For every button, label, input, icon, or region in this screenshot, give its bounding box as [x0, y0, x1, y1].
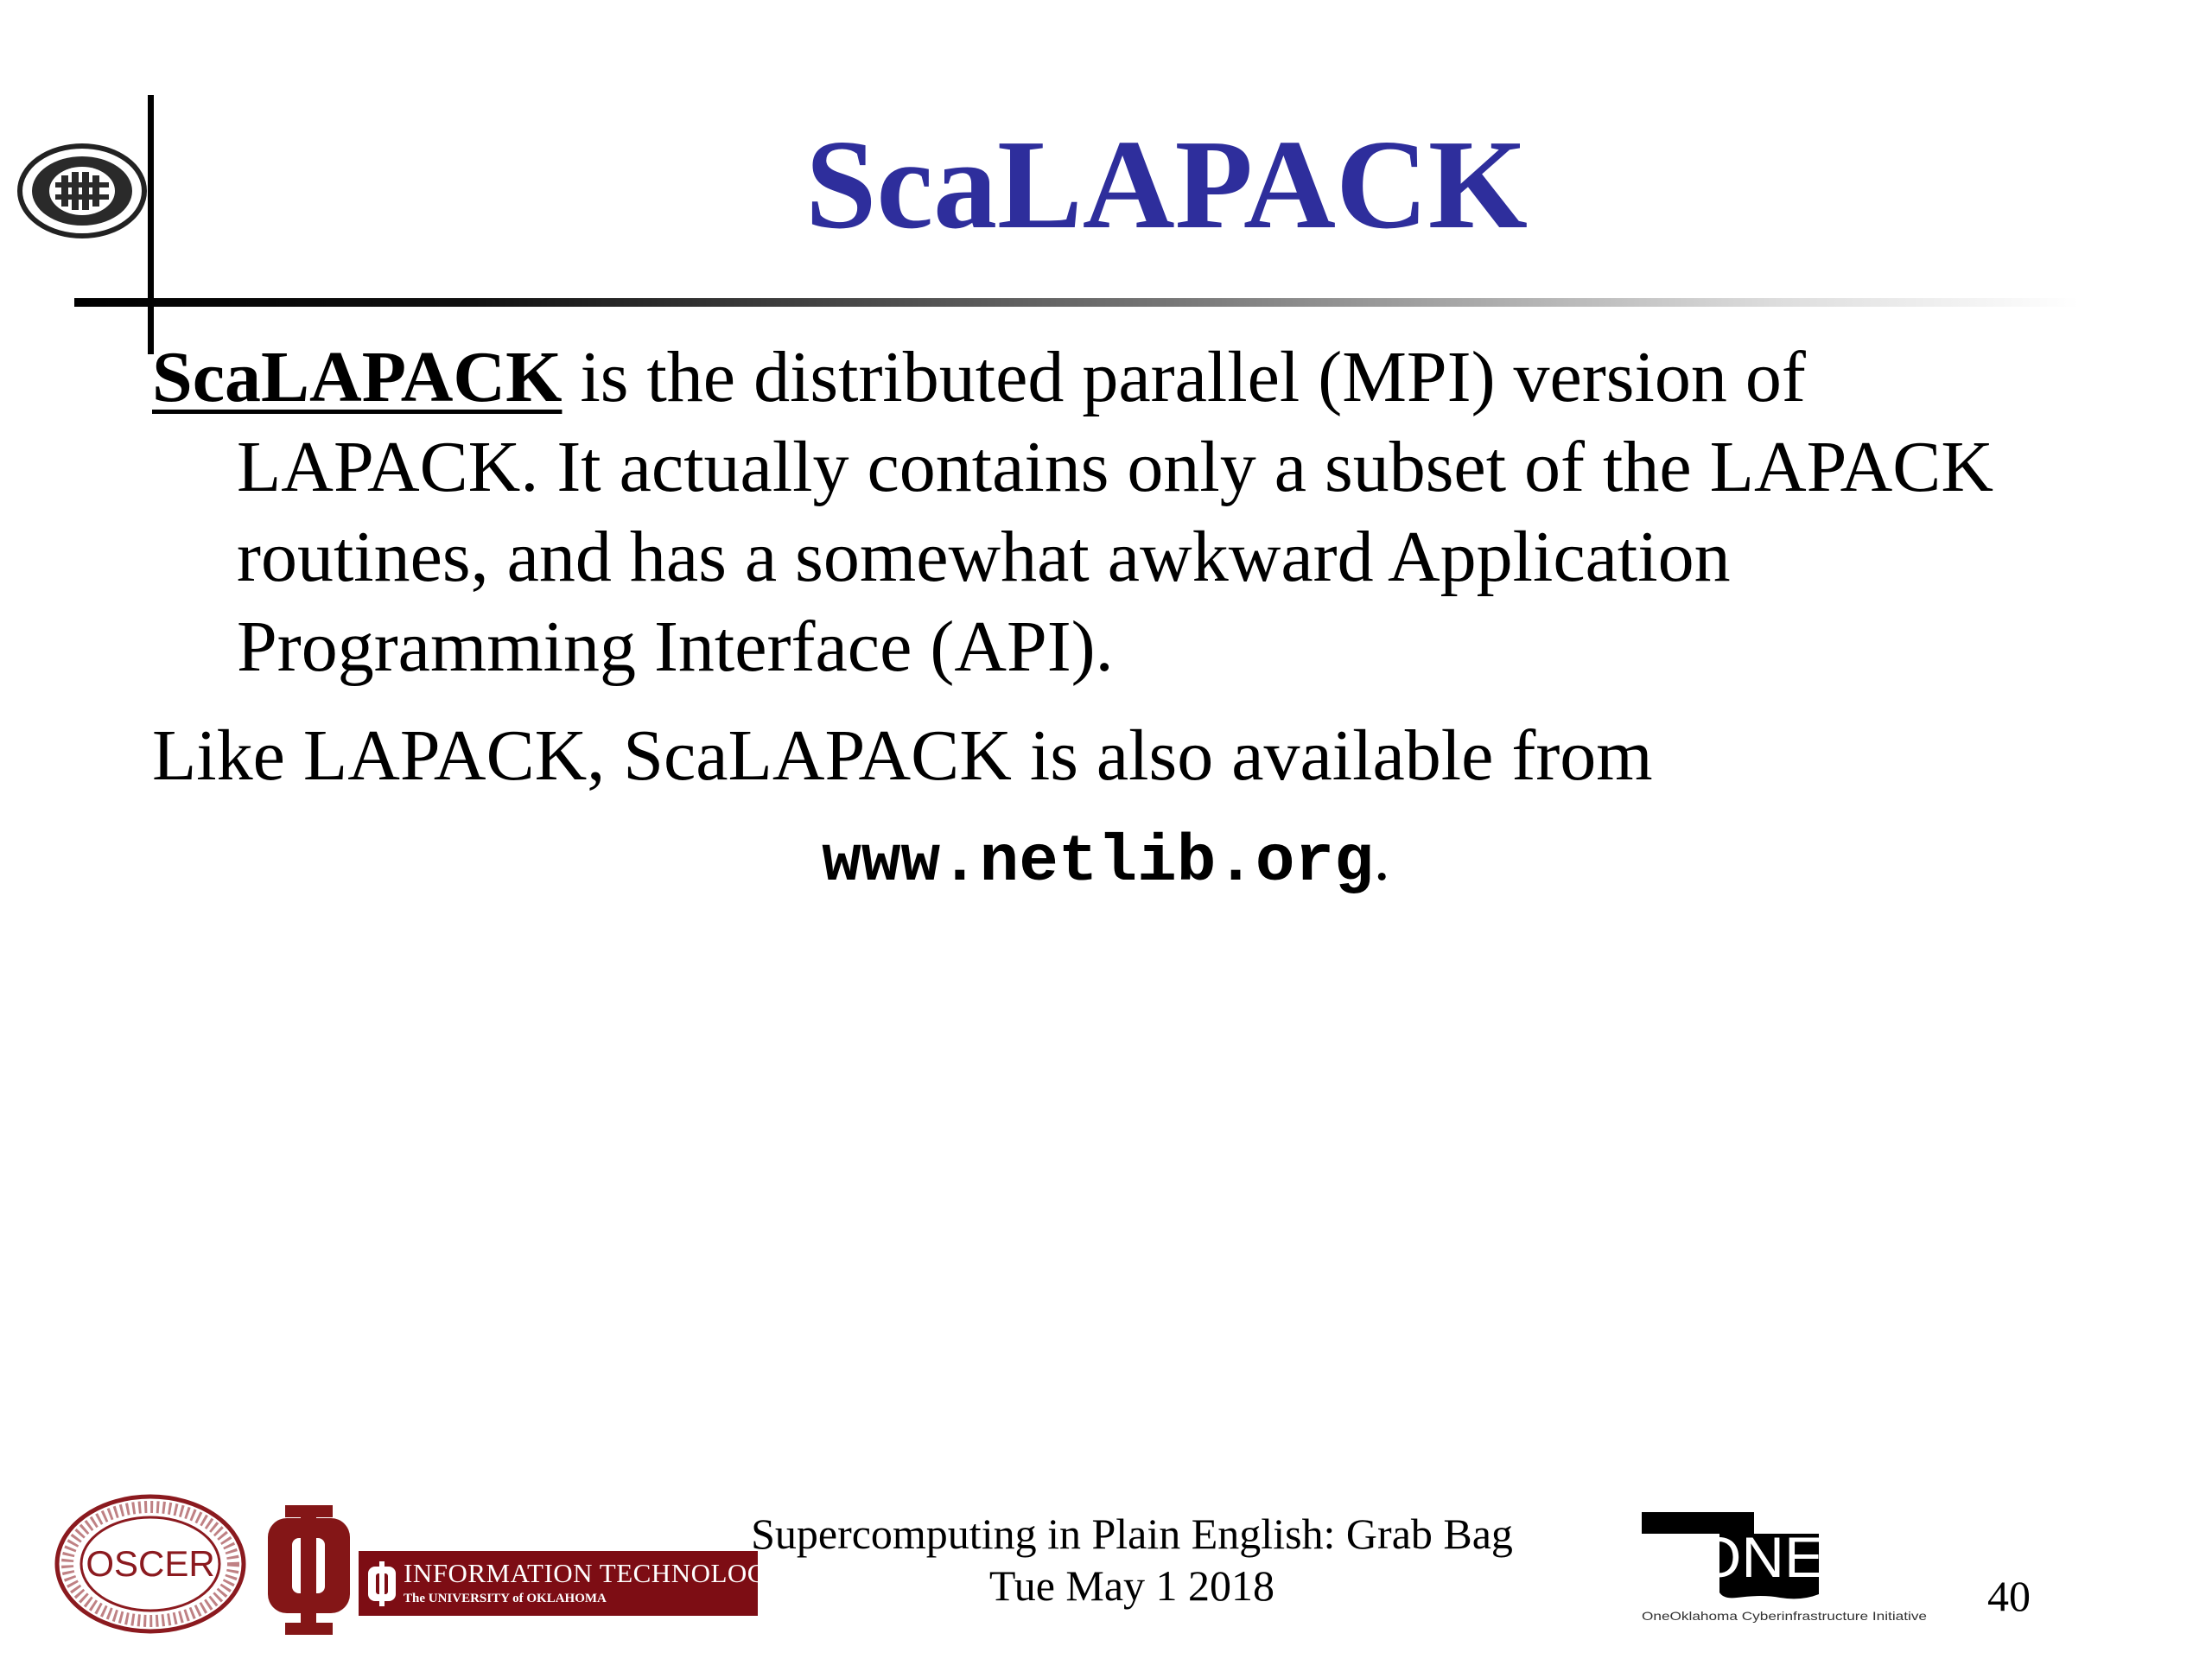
- it-banner-title: INFORMATION TECHNOLOGY: [404, 1558, 787, 1588]
- netlib-url: www.netlib.org: [822, 825, 1374, 899]
- footer-line-1: Supercomputing in Plain English: Grab Bag: [751, 1510, 1513, 1558]
- bullet-paragraph-1: [152, 333, 2105, 692]
- ou-small-mark-icon: [365, 1560, 398, 1607]
- header-horizontal-rule: [74, 298, 2079, 307]
- it-banner-subtitle: The UNIVERSITY of OKLAHOMA: [404, 1592, 607, 1605]
- bullet-paragraph-2: Like LAPACK, ScaLAPACK is also available from: [152, 715, 1653, 796]
- footer-line-2: Tue May 1 2018: [988, 1561, 1275, 1610]
- oneocii-text: ONEOCII: [1695, 1525, 1946, 1589]
- footer-caption: [691, 1508, 1573, 1611]
- slide-body: [152, 333, 2105, 801]
- oneocii-subtitle: OneOklahoma Cyberinfrastructure Initiative: [1642, 1609, 1928, 1623]
- url-period: .: [1373, 822, 1390, 894]
- oscer-logo-text: OSCER: [86, 1543, 215, 1584]
- slide-title: ScaLAPACK: [805, 114, 1528, 256]
- scalapack-term: ScaLAPACK: [152, 337, 563, 417]
- url-line: [0, 821, 2212, 899]
- page-number: 40: [1987, 1572, 2031, 1620]
- oneocii-logo-icon: [1642, 1508, 1953, 1629]
- oscer-logo-icon: [54, 1493, 248, 1636]
- bullet-paragraph-1-text: is the distributed parallel (MPI) version of LAPACK. It actually contains only a subset of the LAPACK routines, and has a somewhat awkward Application Programming Interface (API).: [237, 337, 1993, 687]
- ou-logo-icon: [259, 1505, 363, 1635]
